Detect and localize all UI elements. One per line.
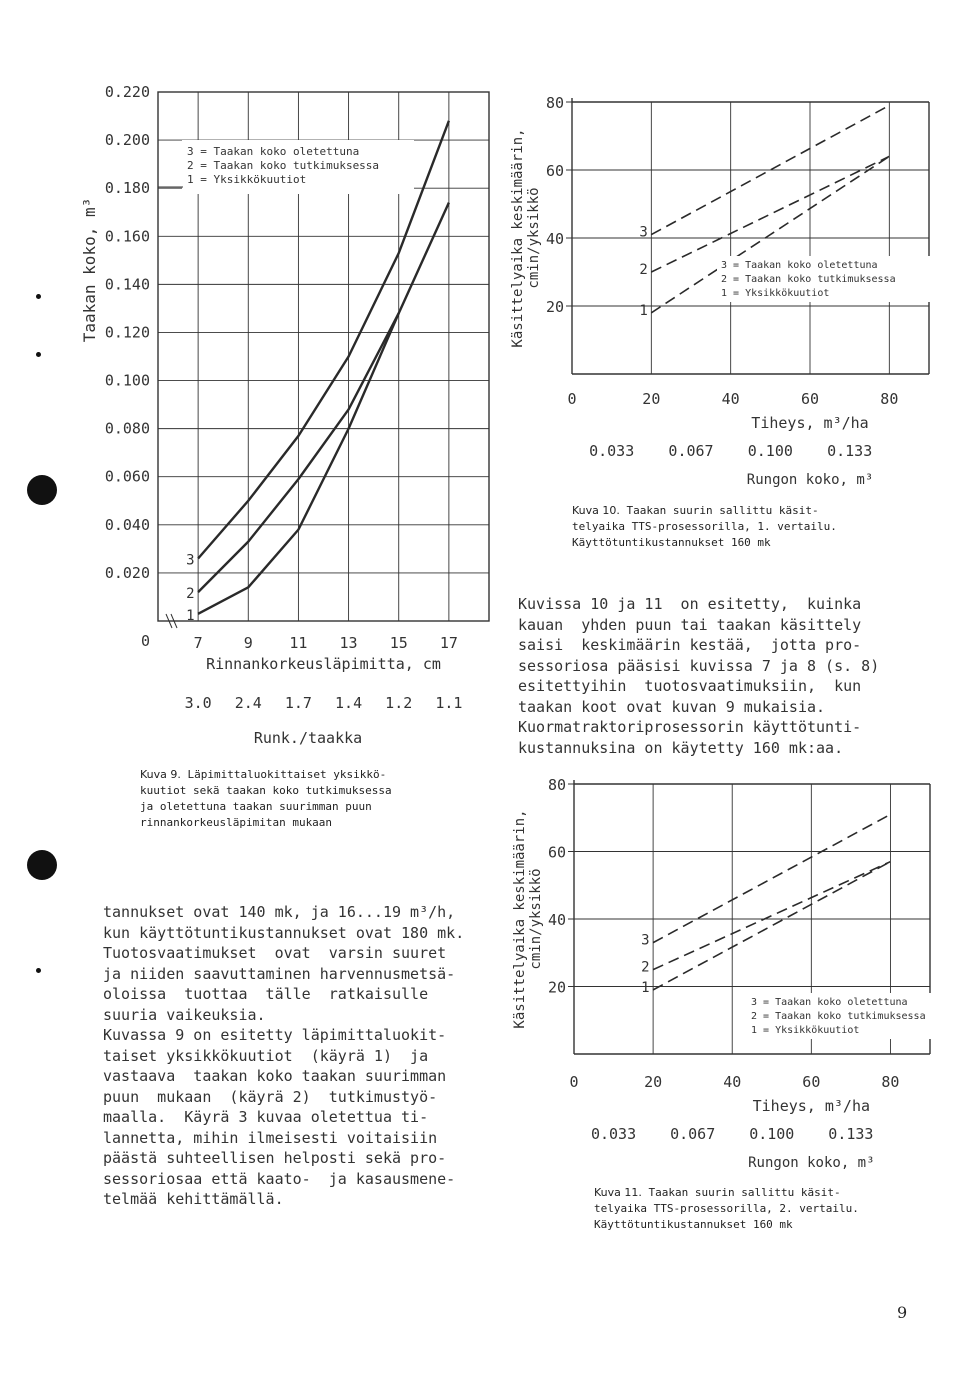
curve-label: 1: [186, 607, 195, 624]
text-line: saisi keskimäärin kestää, jotta pro-: [518, 636, 862, 654]
x-tick-label: 80: [881, 1073, 900, 1091]
x2-axis-label: Rungon koko, m³: [746, 472, 874, 488]
x2-tick-label: 1.1: [435, 694, 463, 712]
text-line: ja niiden saavuttaminen harvennusmetsä-: [103, 964, 456, 983]
x2-tick-label: 0.033: [590, 1125, 637, 1143]
figure-11-caption-line: telyaika TTS-prosessorilla, 2. vertailu.: [594, 1202, 859, 1215]
x-tick-label: 11: [289, 634, 308, 652]
x-tick-label: 0: [567, 390, 577, 408]
curve-label: 3: [641, 932, 650, 949]
figure-9-caption-line: ja oletettuna taakan suurimman puun: [140, 800, 372, 813]
x2-tick-label: 1.7: [284, 694, 312, 712]
legend-entry: 2 = Taakan koko tutkimuksessa: [721, 274, 896, 285]
text-line: Kuvissa 10 ja 11 on esitetty, kuinka: [518, 595, 862, 613]
text-line: sessoriosaa että kaato- ja kasausmene-: [103, 1169, 456, 1188]
text-line: puun mukaan (käyrä 2) tutkimustyö-: [103, 1087, 438, 1106]
y-axis-label: cmin/yksikkö: [528, 868, 544, 970]
y-tick-label: 0.060: [104, 467, 150, 486]
y-tick-label: 0.100: [104, 371, 150, 390]
x-axis-label: Tiheys, m³/ha: [751, 414, 869, 432]
y-axis-label: Käsittelyaika keskimäärin,: [510, 128, 526, 348]
y-tick-label: 0.180: [104, 179, 150, 198]
figure-9-caption-line: Läpimittaluokittaiset yksikkö-: [187, 768, 387, 781]
x-tick-label: 60: [800, 390, 820, 408]
x2-axis-label: Runk./taakka: [253, 729, 363, 747]
x-tick-label: 20: [642, 390, 661, 408]
text-line: kauan yhden puun tai taakan käsittely: [518, 615, 862, 634]
x-tick-label: 0: [569, 1073, 579, 1091]
x2-tick-label: 0.033: [589, 442, 635, 460]
text-line: tannukset ovat 140 mk, ja 16...19 m³/h,: [103, 903, 456, 921]
curve-label: 1: [639, 302, 648, 319]
y-tick-label: 40: [547, 911, 566, 929]
x2-tick-label: 0.100: [749, 1125, 795, 1143]
text-line: suuria vaikeuksia.: [103, 1005, 266, 1024]
body-text-left: [103, 902, 523, 1210]
figure-9-caption-line: kuutiot sekä taakan koko tutkimuksessa: [140, 784, 392, 797]
x2-tick-label: 3.0: [184, 694, 212, 712]
x-axis-label: Tiheys, m³/ha: [752, 1097, 871, 1115]
figure-10-caption: [572, 503, 932, 551]
curve-2: [653, 862, 890, 970]
curve-label: 3: [186, 552, 195, 569]
figure-9-caption-line: rinnankorkeusläpimitan mukaan: [140, 816, 333, 829]
y-tick-label: 0.020: [104, 563, 150, 582]
x-tick-label: 80: [880, 390, 899, 408]
curve-label: 2: [641, 959, 650, 976]
figure-10-caption-line: telyaika TTS-prosessorilla, 1. vertailu.: [572, 520, 837, 533]
curve-label: 2: [639, 262, 648, 278]
y-tick-label: 0.120: [104, 323, 150, 342]
x2-tick-label: 0.100: [747, 442, 793, 460]
x2-axis-label: Rungon koko, m³: [748, 1155, 875, 1171]
text-line: Kuvassa 9 on esitetty läpimittaluokit-: [103, 1026, 447, 1044]
legend-entry: 3 = Taakan koko oletettuna: [721, 260, 878, 271]
figure-11-caption: [594, 1185, 944, 1233]
x-tick-label: 17: [439, 634, 458, 652]
y-tick-label: 20: [547, 978, 566, 997]
text-line: Tuotosvaatimukset ovat varsin suuret: [103, 944, 447, 962]
y-tick-label: 80: [545, 94, 564, 112]
legend-entry: 1 = Yksikkökuutiot: [721, 288, 830, 299]
y-tick-label: 0.140: [104, 275, 150, 294]
legend-entry: 3 = Taakan koko oletettuna: [751, 997, 908, 1008]
legend-entry: 1 = Yksikkökuutiot: [751, 1025, 860, 1036]
figure-10-caption-label: Kuva 10.: [572, 504, 620, 517]
figure-10-caption-line: Käyttötuntikustannukset 160 mk: [572, 536, 771, 549]
text-line: maalla. Käyrä 3 kuvaa oletettua ti-: [103, 1108, 429, 1126]
text-line: sessoriosa pääsisi kuvissa 7 ja 8 (s. 8): [518, 656, 880, 675]
y-tick-label: 0.080: [104, 419, 150, 438]
figure-11-caption-label: Kuva 11.: [594, 1186, 642, 1199]
figure-11-caption-line: Käyttötuntikustannukset 160 mk: [594, 1218, 793, 1231]
figure-9-caption: [140, 767, 490, 831]
y-tick-label: 80: [547, 776, 566, 794]
y-tick-label: 0.200: [104, 131, 150, 150]
y-tick-label: 0.220: [104, 83, 150, 101]
x2-tick-label: 0.133: [828, 1125, 874, 1143]
x-tick-label: 20: [644, 1073, 663, 1091]
text-line: Kuormatraktoriprosessorin käyttötunti-: [518, 718, 862, 736]
figure-9-caption-label: Kuva 9.: [140, 768, 181, 781]
x2-tick-label: 1.2: [385, 694, 413, 712]
page-number: 9: [897, 1303, 908, 1322]
curve-label: 3: [639, 224, 648, 241]
text-line: päästä suhteellisen helposti sekä pro-: [103, 1149, 447, 1167]
text-line: kustannuksina on käytetty 160 mk:aa.: [518, 738, 844, 757]
legend-entry: 2 = Taakan koko tutkimuksessa: [187, 159, 380, 172]
x-tick-label: 7: [193, 634, 203, 652]
text-line: taakan koot ovat kuvan 9 mukaisia.: [518, 697, 826, 716]
y-tick-label: 0.040: [104, 515, 150, 534]
x-tick-label: 13: [339, 634, 358, 652]
y-axis-label: Käsittelyaika keskimäärin,: [512, 809, 528, 1029]
curve-label: 2: [186, 586, 195, 603]
text-line: esitettyihin tuotosvaatimuksiin, kun: [518, 677, 862, 695]
y-axis-label: Taakan koko, m³: [80, 197, 99, 343]
y-tick-label: 60: [547, 843, 566, 862]
x2-tick-label: 0.067: [670, 1125, 716, 1143]
y-tick-label: 60: [545, 162, 564, 180]
y-tick-label: 40: [545, 230, 564, 248]
x-tick-label: 40: [721, 390, 740, 408]
figure-11-caption-line: Taakan suurin sallittu käsit-: [648, 1186, 841, 1199]
x2-tick-label: 0.133: [827, 442, 873, 460]
legend-entry: 1 = Yksikkökuutiot: [187, 173, 307, 186]
text-line: lannetta, mihin ilmeisesti voitaisiin: [103, 1128, 438, 1147]
figure-10-caption-line: Taakan suurin sallittu käsit-: [626, 504, 819, 517]
curve-1: [653, 862, 890, 990]
body-text-right: [518, 594, 938, 758]
y-axis-label: cmin/yksikkö: [526, 187, 542, 289]
legend-entry: 2 = Taakan koko tutkimuksessa: [751, 1011, 926, 1022]
x2-tick-label: 2.4: [234, 694, 262, 712]
text-line: vastaava taakan koko taakan suurimman: [103, 1067, 447, 1085]
x2-tick-label: 0.067: [668, 442, 714, 460]
x2-tick-label: 1.4: [335, 694, 363, 712]
y-tick-label: 0.160: [104, 227, 150, 246]
y-tick-label: 20: [545, 298, 564, 316]
y-tick-label: 0: [140, 632, 150, 650]
x-tick-label: 60: [802, 1073, 821, 1091]
x-axis-label: Rinnankorkeusläpimitta, cm: [206, 655, 441, 673]
legend-entry: 3 = Taakan koko oletettuna: [187, 145, 360, 158]
x-tick-label: 9: [243, 634, 253, 652]
text-line: kun käyttötuntikustannukset ovat 180 mk.: [103, 923, 465, 942]
text-line: oloissa tuottaa tälle ratkaisulle: [103, 985, 429, 1003]
text-line: telmää kehittämällä.: [103, 1190, 284, 1208]
x-tick-label: 40: [723, 1073, 742, 1091]
curve-label: 1: [641, 979, 650, 996]
x-tick-label: 15: [389, 634, 408, 652]
text-line: taiset yksikkökuutiot (käyrä 1) ja: [103, 1046, 429, 1065]
